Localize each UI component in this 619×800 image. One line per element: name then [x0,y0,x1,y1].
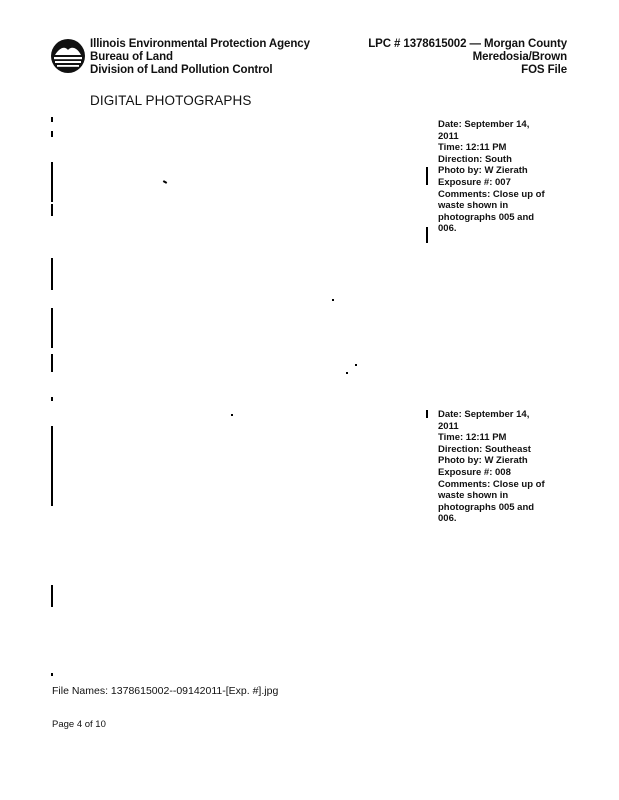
caption-comments-cont: waste shown in [438,490,509,502]
scan-speck [346,372,348,374]
scan-mark [51,258,53,290]
caption-photographer: Photo by: W Zierath [438,165,528,177]
caption-comments-cont: waste shown in [438,200,509,212]
scan-mark [426,167,428,185]
scan-mark [51,204,53,216]
caption-photographer: Photo by: W Zierath [438,455,528,467]
scan-mark [51,397,53,401]
caption-exposure: Exposure #: 008 [438,466,511,478]
scan-mark [51,426,53,506]
photo-caption-1 [438,119,568,235]
caption-comments-cont: 006. [438,513,457,525]
illinois-epa-logo-icon [50,38,86,74]
caption-year: 2011 [438,420,459,432]
lpc-number: LPC # 1378615002 — Morgan County [368,38,567,50]
caption-comments-cont: 006. [438,223,457,235]
caption-comments: Comments: Close up of [438,188,545,200]
caption-date: Date: September 14, [438,119,530,130]
caption-comments-cont: photographs 005 and [438,211,535,223]
page-title: DIGITAL PHOTOGRAPHS [90,93,252,108]
scan-mark [51,162,53,202]
caption-time: Time: 12:11 PM [438,432,507,444]
scan-mark [426,410,428,418]
agency-name: Illinois Environmental Protection Agency [90,38,310,50]
scan-speck [231,414,233,416]
caption-exposure: Exposure #: 007 [438,176,511,188]
caption-date: Date: September 14, [438,409,530,420]
scan-mark [51,117,53,122]
scan-speck [332,299,334,301]
scan-mark [51,308,53,348]
scan-mark [51,354,53,372]
caption-comments-cont: photographs 005 and [438,501,535,513]
file-type: FOS File [521,64,567,76]
agency-header [90,38,310,77]
photo-caption-2 [438,409,568,525]
page-number: Page 4 of 10 [52,719,106,730]
scan-mark [51,585,53,607]
caption-direction: Direction: South [438,153,512,165]
scan-speck [163,180,167,184]
scan-mark [51,673,53,676]
file-names: File Names: 1378615002--09142011-[Exp. #].jpg [52,685,279,697]
division-name: Division of Land Pollution Control [90,64,273,76]
site-name: Meredosia/Brown [472,51,567,63]
bureau-name: Bureau of Land [90,51,173,63]
caption-comments: Comments: Close up of [438,478,545,490]
scan-mark [51,131,53,137]
scan-speck [355,364,357,366]
caption-year: 2011 [438,130,459,142]
caption-time: Time: 12:11 PM [438,142,507,154]
site-header [368,38,567,77]
caption-direction: Direction: Southeast [438,443,531,455]
scan-mark [426,227,428,243]
